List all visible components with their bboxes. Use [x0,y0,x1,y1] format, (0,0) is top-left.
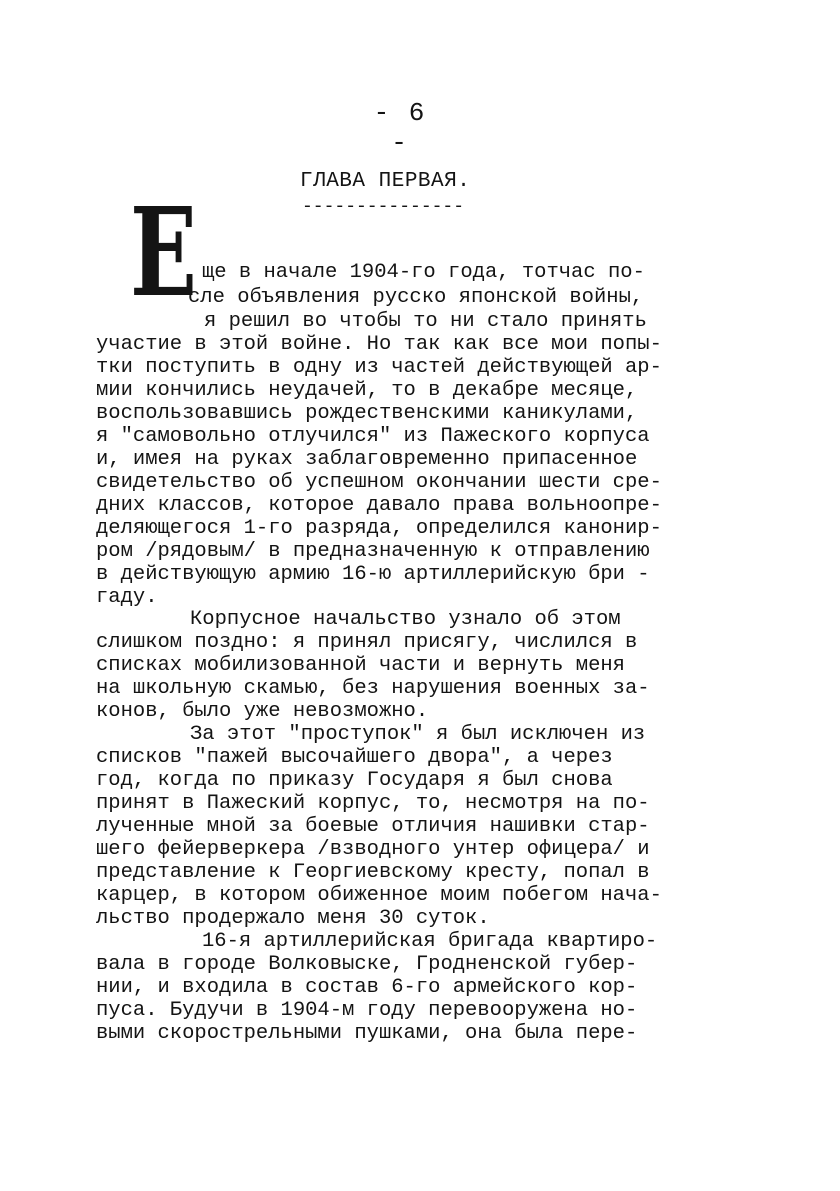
text-line: воспользовавшись рождественскими каникулами, [96,402,638,425]
drop-cap-letter: Е [130,180,197,324]
text-line: ще в начале 1904-го года, тотчас по- [202,261,645,284]
text-line: тки поступить в одну из частей действующей ар- [96,356,662,379]
text-line: сле объявления русско японской войны, [188,286,644,309]
text-line: год, когда по приказу Государя я был снова [96,769,613,792]
text-line: списков "пажей высочайшего двора", а через [96,746,613,769]
text-line: мии кончились неудачей, то в декабре месяце, [96,379,638,402]
text-line: гаду. [96,586,158,609]
text-line: шего фейерверкера /взводного унтер офицера/ и [96,838,650,861]
text-line: участие в этой войне. Но так как все мои попы- [96,333,662,356]
text-line: деляющегося 1-го разряда, определился канонир- [96,517,662,540]
text-line: карцер, в котором обиженное моим побегом нача- [96,884,662,907]
text-line: вала в городе Волковыске, Гродненской губер- [96,953,638,976]
text-line: и, имея на руках заблаговременно припасенное [96,448,638,471]
text-line: дних классов, которое давало права вольноопре- [96,494,662,517]
text-line: ром /рядовым/ в предназначенную к отправлению [96,540,650,563]
text-line: 16-я артиллерийская бригада квартиро- [202,930,658,953]
text-line: выми скорострельными пушками, она была пере- [96,1022,638,1045]
text-line: представление к Георгиевскому кресту, попал в [96,861,650,884]
text-line: конов, было уже невозможно. [96,700,429,723]
text-line: нии, и входила в состав 6-го армейского кор- [96,976,638,999]
chapter-title-underline: --------------- [302,197,465,217]
page-number: - 6 - [373,98,427,158]
text-line: на школьную скамью, без нарушения военных за- [96,677,650,700]
text-line: свидетельство об успешном окончании шести сре- [96,471,662,494]
text-line: льство продержало меня 30 суток. [96,907,490,930]
text-line: слишком поздно: я принял присягу, числился в [96,631,638,654]
text-line: принят в Пажеский корпус, то, несмотря на по- [96,792,650,815]
text-line: я "самовольно отлучился" из Пажеского корпуса [96,425,650,448]
text-line: Корпусное начальство узнало об этом [190,608,621,631]
chapter-title: ГЛАВА ПЕРВАЯ. [300,170,471,193]
text-line: За этот "проступок" я был исключен из [190,723,646,746]
text-line: лученные мной за боевые отличия нашивки стар- [96,815,650,838]
text-line: пуса. Будучи в 1904-м году перевооружена но- [96,999,638,1022]
text-line: в действующую армию 16-ю артиллерийскую бри - [96,563,650,586]
text-line: я решил во чтобы то ни стало принять [204,310,647,333]
text-line: списках мобилизованной части и вернуть меня [96,654,625,677]
